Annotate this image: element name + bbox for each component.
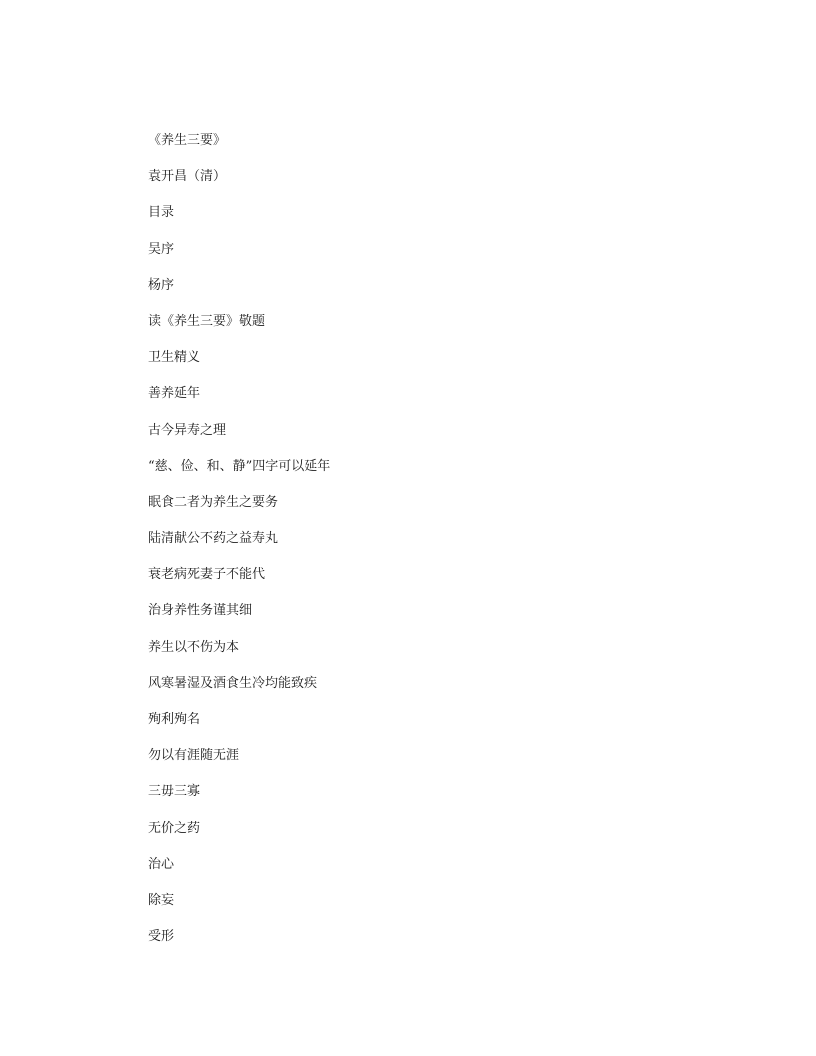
contents-heading: 目录: [148, 205, 175, 221]
toc-entry: 杨序: [148, 277, 175, 293]
toc-entry: 无价之药: [148, 820, 201, 836]
toc-entry: 陆清献公不药之益寿丸: [148, 531, 279, 547]
toc-entry: 勿以有涯随无涯: [148, 748, 240, 764]
toc-entry: 养生以不伤为本: [148, 639, 240, 655]
toc-entry: 殉利殉名: [148, 712, 201, 727]
toc-entry: “慈、俭、和、静”四字可以延年: [148, 458, 331, 474]
toc-entry: 受形: [148, 929, 175, 945]
toc-entry: 除妄: [148, 892, 175, 908]
toc-entry: 读《养生三要》敬题: [148, 313, 266, 329]
toc-entry: 风寒暑湿及酒食生冷均能致疾: [148, 675, 318, 691]
toc-entry: 三毋三寡: [148, 784, 201, 800]
table-of-contents: [148, 131, 330, 963]
toc-entry: 治心: [148, 856, 175, 872]
toc-entry: 古今异寿之理: [148, 422, 227, 438]
book-title: 《养生三要》: [148, 133, 227, 148]
toc-entry: 治身养性务谨其细: [148, 603, 253, 619]
toc-entry: 衰老病死妻子不能代: [148, 567, 266, 583]
toc-entry: 眠食二者为养生之要务: [148, 494, 279, 510]
toc-entry: 善养延年: [148, 386, 201, 402]
author-line: 袁开昌（清）: [148, 169, 227, 185]
toc-entry: 吴序: [148, 241, 175, 257]
toc-entry: 卫生精义: [148, 350, 201, 366]
